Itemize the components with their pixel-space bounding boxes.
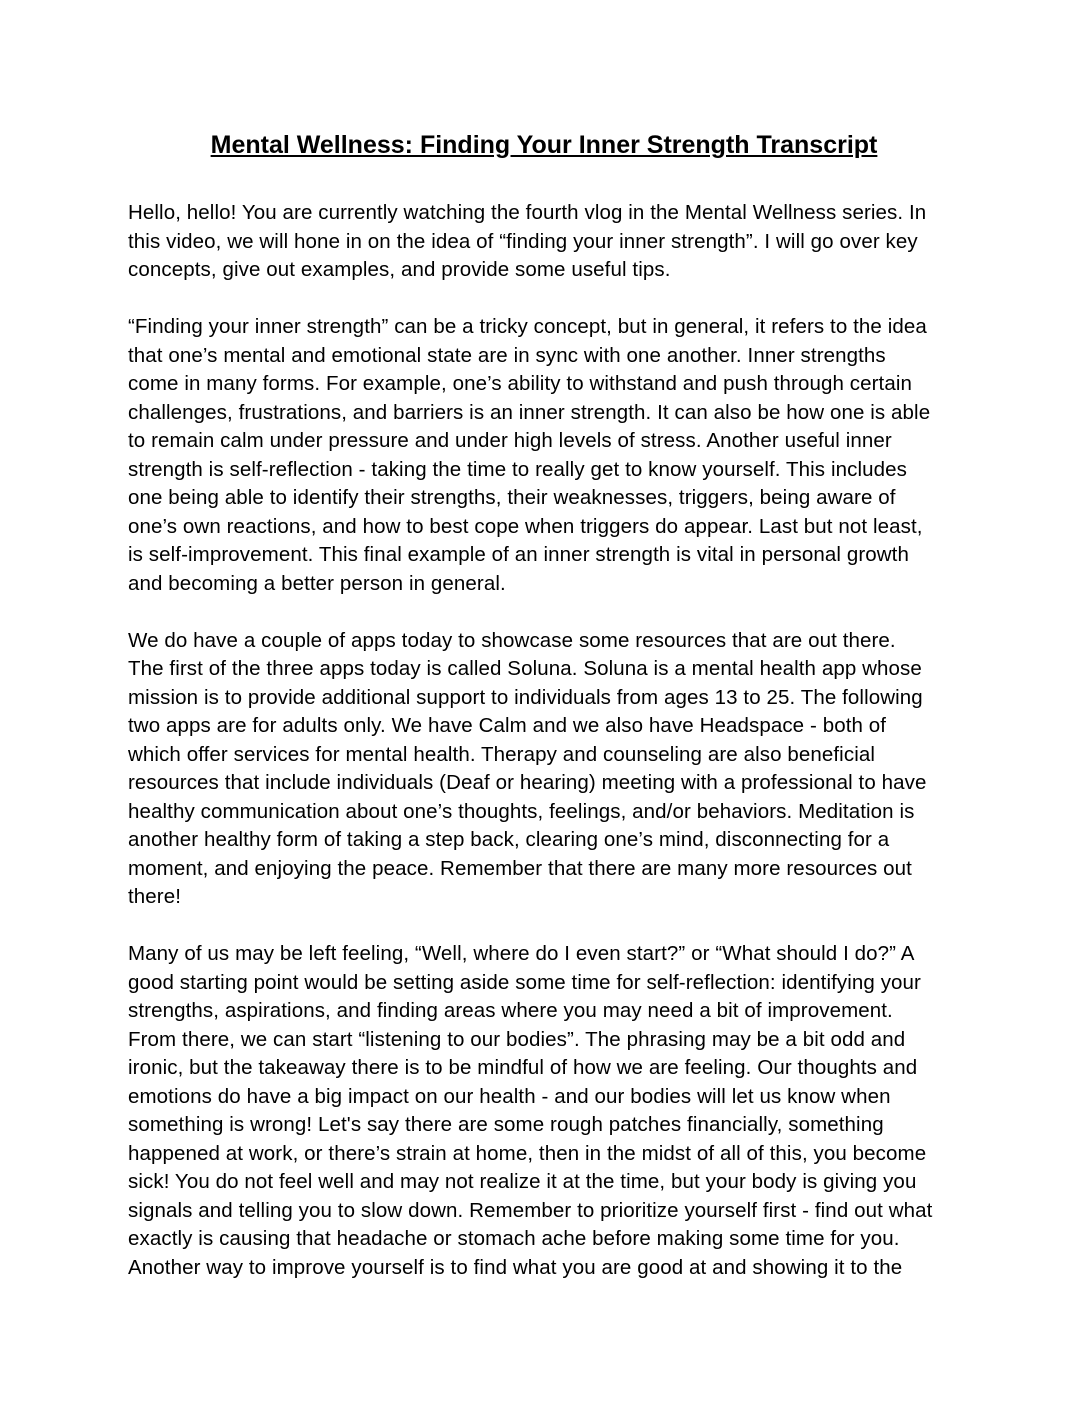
text-line: and becoming a better person in general.: [128, 571, 506, 595]
text-line: one being able to identify their strengths, their weaknesses, triggers, being aware of: [128, 486, 896, 509]
text-line: good starting point would be setting aside some time for self-reflection: identifying your: [128, 970, 921, 994]
text-line: two apps are for adults only. We have Calm and we also have Headspace - both of: [128, 714, 887, 737]
text-line: challenges, frustrations, and barriers is an inner strength. It can also be how one is able: [128, 400, 931, 424]
text-line: happened at work, or there’s strain at home, then in the midst of all of this, you become: [128, 1141, 927, 1165]
text-line: mission is to provide additional support to individuals from ages 13 to 25. The following: [128, 685, 923, 709]
paragraph: [128, 627, 960, 912]
paragraph: [128, 199, 960, 285]
text-line: Hello, hello! You are currently watching the fourth vlog in the Mental Wellness series. In: [128, 201, 927, 224]
text-line: this video, we will hone in on the idea of “finding your inner strength”. I will go over key: [128, 229, 918, 253]
text-line: Many of us may be left feeling, “Well, where do I even start?” or “What should I do?” A: [128, 942, 915, 965]
document-body: [128, 199, 960, 1282]
paragraph: [128, 940, 960, 1282]
text-line: signals and telling you to slow down. Remember to prioritize yourself first - find out what: [128, 1198, 933, 1222]
text-line: come in many forms. For example, one’s ability to withstand and push through certain: [128, 372, 912, 395]
text-line: We do have a couple of apps today to showcase some resources that are out there.: [128, 628, 896, 652]
text-line: Another way to improve yourself is to find what you are good at and showing it to the: [128, 1255, 903, 1279]
text-line: strength is self-reflection - taking the time to really get to know yourself. This includes: [128, 457, 907, 481]
text-line: “Finding your inner strength” can be a tricky concept, but in general, it refers to the idea: [128, 315, 927, 338]
text-line: to remain calm under pressure and under high levels of stress. Another useful inner: [128, 429, 892, 452]
text-line: exactly is causing that headache or stomach ache before making some time for you.: [128, 1227, 900, 1250]
text-line: resources that include individuals (Deaf or hearing) meeting with a professional to have: [128, 771, 927, 794]
text-line: From there, we can start “listening to our bodies”. The phrasing may be a bit odd and: [128, 1027, 906, 1051]
text-line: The first of the three apps today is called Soluna. Soluna is a mental health app whose: [128, 657, 922, 680]
text-line: there!: [128, 885, 182, 908]
text-line: that one’s mental and emotional state are in sync with one another. Inner strengths: [128, 343, 886, 367]
paragraph: [128, 313, 960, 598]
text-line: emotions do have a big impact on our health - and our bodies will let us know when: [128, 1084, 891, 1108]
text-line: strengths, aspirations, and finding areas where you may need a bit of improvement.: [128, 999, 893, 1022]
text-line: moment, and enjoying the peace. Remember that there are many more resources out: [128, 856, 912, 880]
text-line: sick! You do not feel well and may not realize it at the time, but your body is giving you: [128, 1170, 917, 1193]
text-line: is self-improvement. This final example of an inner strength is vital in personal growth: [128, 543, 909, 566]
text-line: healthy communication about one’s thoughts, feelings, and/or behaviors. Meditation is: [128, 799, 915, 823]
text-line: one’s own reactions, and how to best cope when triggers do appear. Last but not least,: [128, 514, 923, 538]
text-line: another healthy form of taking a step back, clearing one’s mind, disconnecting for a: [128, 828, 890, 851]
text-line: ironic, but the takeaway there is to be mindful of how we are feeling. Our thoughts and: [128, 1056, 918, 1079]
text-line: concepts, give out examples, and provide some useful tips.: [128, 258, 671, 281]
document-title: Mental Wellness: Finding Your Inner Strength Transcript: [210, 131, 878, 159]
text-line: which offer services for mental health. Therapy and counseling are also beneficial: [128, 742, 875, 766]
text-line: something is wrong! Let's say there are some rough patches financially, something: [128, 1113, 884, 1136]
